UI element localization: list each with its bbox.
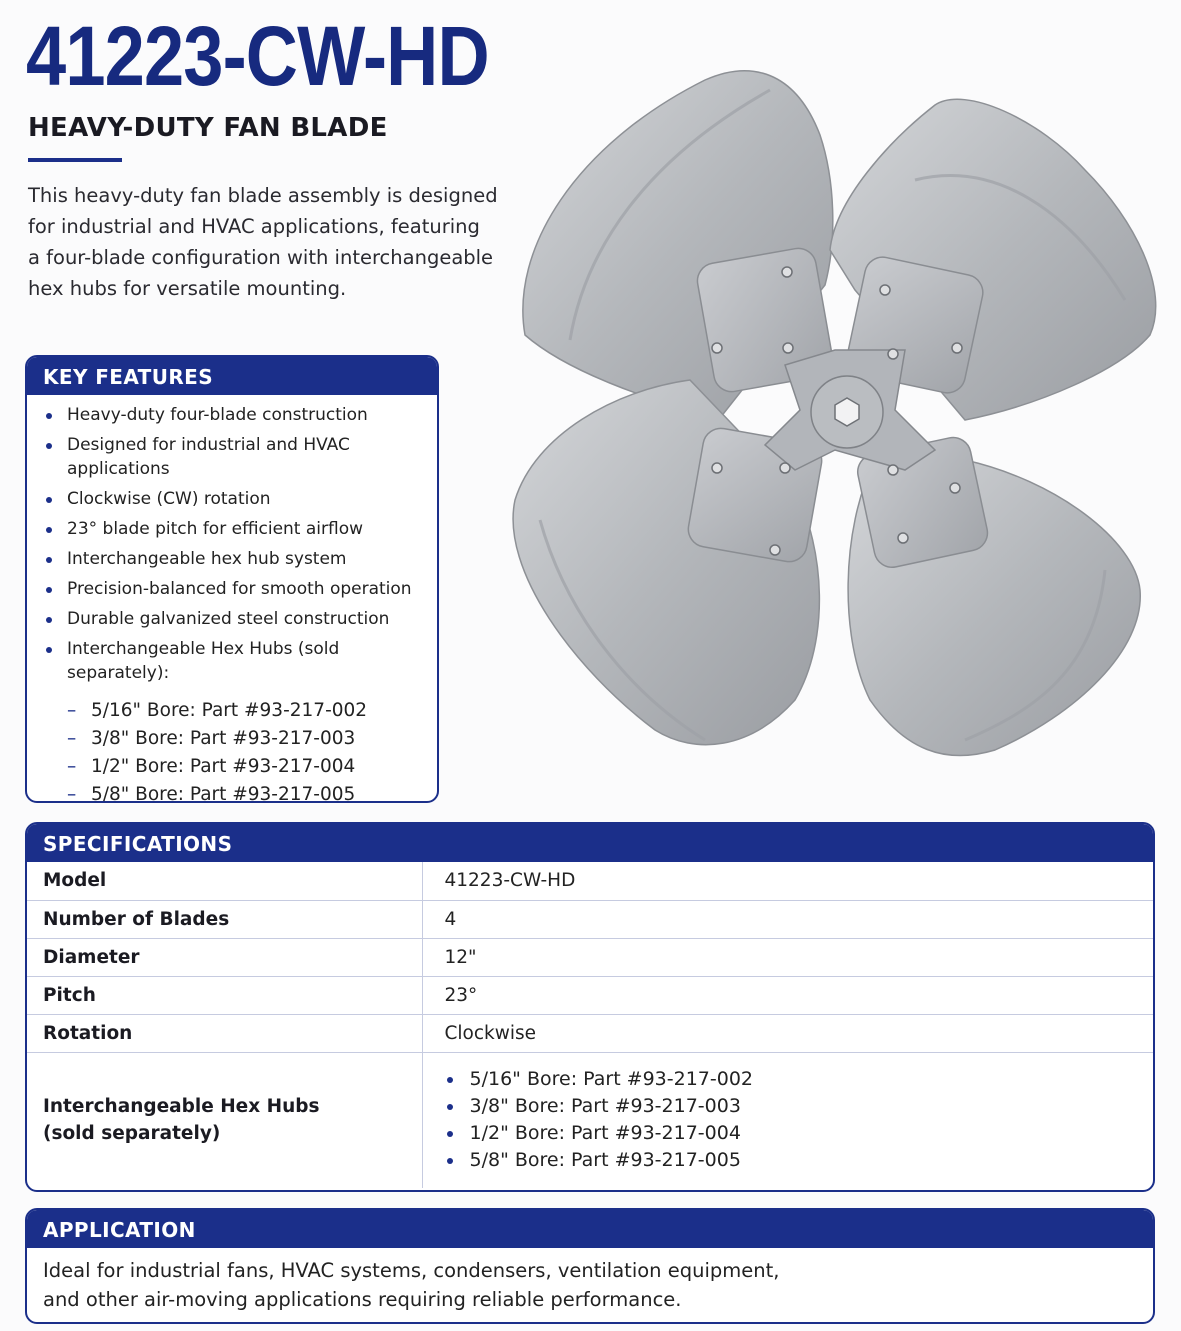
specifications-panel (25, 822, 1155, 1192)
hex-bore (835, 398, 859, 426)
key-features-heading: KEY FEATURES (27, 357, 437, 395)
feature-item: Interchangeable hex hub system (45, 547, 427, 571)
spec-row-diameter (27, 938, 1153, 976)
spec-label (27, 1052, 422, 1188)
fan-blade-image (495, 50, 1165, 770)
spec-label: Rotation (27, 1014, 422, 1052)
feature-item: Interchangeable Hex Hubs (sold separately): (45, 637, 427, 685)
hub-part-item: – 5/16" Bore: Part #93-217-002 (67, 697, 427, 725)
spec-hub-item: 5/16" Bore: Part #93-217-002 (445, 1066, 1138, 1093)
spec-value: 4 (422, 900, 1153, 938)
application-panel (25, 1208, 1155, 1324)
spec-row-model (27, 862, 1153, 900)
application-text: Ideal for industrial fans, HVAC systems, condensers, ventilation equipment, and other air-moving applications requiring reliable performance. (43, 1259, 780, 1311)
spec-label-line: Interchangeable Hex Hubs (43, 1096, 320, 1118)
feature-item: Durable galvanized steel construction (45, 607, 427, 631)
feature-item: Precision-balanced for smooth operation (45, 577, 427, 601)
blade-bottom-left (513, 380, 819, 745)
spec-hub-list (445, 1066, 1138, 1174)
spec-value: 23° (422, 976, 1153, 1014)
spec-value: Clockwise (422, 1014, 1153, 1052)
feature-list (27, 395, 437, 685)
hub-part-item: – 1/2" Bore: Part #93-217-004 (67, 753, 427, 781)
spec-row-blades (27, 900, 1153, 938)
spec-label: Model (27, 862, 422, 900)
spec-row-rotation (27, 1014, 1153, 1052)
spec-value: 41223-CW-HD (422, 862, 1153, 900)
feature-item: Clockwise (CW) rotation (45, 487, 427, 511)
spec-value: 12" (422, 938, 1153, 976)
spec-label: Pitch (27, 976, 422, 1014)
spec-hub-item: 1/2" Bore: Part #93-217-004 (445, 1120, 1138, 1147)
application-heading: APPLICATION (27, 1210, 1153, 1248)
specifications-heading: SPECIFICATIONS (27, 824, 1153, 862)
feature-item: Heavy-duty four-blade construction (45, 403, 427, 427)
spec-label: Diameter (27, 938, 422, 976)
hub-part-item: – 3/8" Bore: Part #93-217-003 (67, 725, 427, 753)
feature-item: 23° blade pitch for efficient airflow (45, 517, 427, 541)
feature-item: Designed for industrial and HVAC applications (45, 433, 427, 481)
specifications-table (27, 862, 1153, 1188)
product-intro: This heavy-duty fan blade assembly is designed for industrial and HVAC applications, featuring a four-blade configuration with interchangeable hex hubs for versatile mounting. (28, 184, 498, 300)
product-subtitle: HEAVY-DUTY FAN BLADE (28, 113, 388, 143)
spec-label-line: (sold separately) (43, 1123, 221, 1145)
spec-hub-item: 5/8" Bore: Part #93-217-005 (445, 1147, 1138, 1174)
title-underline (28, 158, 122, 162)
spec-row-pitch (27, 976, 1153, 1014)
spec-row-hex-hubs (27, 1052, 1153, 1188)
hub-part-item: – 5/8" Bore: Part #93-217-005 (67, 781, 427, 803)
spec-hub-item: 3/8" Bore: Part #93-217-003 (445, 1093, 1138, 1120)
key-features-panel (25, 355, 439, 803)
hub-part-list (27, 691, 437, 803)
spec-label: Number of Blades (27, 900, 422, 938)
spec-value (422, 1052, 1153, 1188)
product-model-title: 41223-CW-HD (26, 9, 489, 103)
